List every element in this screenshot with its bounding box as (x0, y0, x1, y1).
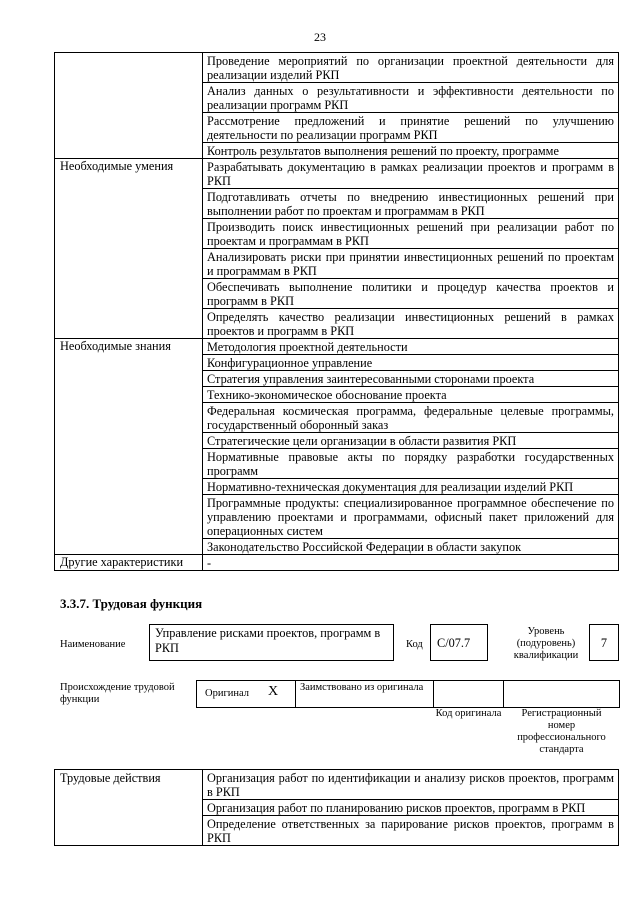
reg-number-box (503, 680, 620, 708)
table-row (55, 770, 619, 800)
row-item: - (203, 555, 619, 571)
row-item: Технико-экономическое обоснование проекта (203, 387, 619, 403)
code-value: C/07.7 (437, 636, 471, 650)
name-value-box (149, 624, 394, 661)
original-mark: X (268, 684, 279, 699)
code-value-box (430, 624, 488, 661)
row-item: Нормативно-техническая документация для реализации изделий РКП (203, 479, 619, 495)
row-item: Федеральная космическая программа, федеральные целевые программы, государственный оборонный заказ (203, 403, 619, 433)
row-label: Необходимые умения (55, 159, 203, 339)
borrowed-box (295, 680, 434, 708)
row-item: Проведение мероприятий по организации проектной деятельности для реализации изделий РКП (203, 53, 619, 83)
table-row (55, 53, 619, 83)
row-item: Стратегия управления заинтересованными сторонами проекта (203, 371, 619, 387)
row-label: Трудовые действия (55, 770, 203, 846)
level-label: Уровень (подуровень) квалификации (513, 626, 579, 661)
row-label: Другие характеристики (55, 555, 203, 571)
row-item: Разрабатывать документацию в рамках реализации проектов и программ в РКП (203, 159, 619, 189)
code-original-label: Код оригинала (435, 708, 502, 719)
labour-actions-table (54, 769, 619, 846)
row-item: Организация работ по планированию рисков проектов, программ в РКП (203, 800, 619, 816)
name-label: Наименование (60, 639, 126, 650)
row-label: Необходимые знания (55, 339, 203, 555)
table-row (55, 339, 619, 355)
original-label: Оригинал (205, 688, 249, 699)
name-value: Управление рисками проектов, программ в РКП (155, 626, 381, 655)
row-item: Законодательство Российской Федерации в области закупок (203, 539, 619, 555)
code-label: Код (406, 639, 423, 650)
reg-number-label: Регистрационный номер профессионального стандарта (517, 708, 606, 755)
row-item: Производить поиск инвестиционных решений при реализации работ по проектам и программам в РКП (203, 219, 619, 249)
table-row (55, 159, 619, 189)
row-item: Подготавливать отчеты по внедрению инвестиционных решений при выполнении работ по проектам и программам в РКП (203, 189, 619, 219)
level-value: 7 (600, 636, 608, 650)
row-item: Конфигурационное управление (203, 355, 619, 371)
origin-label: Происхождение трудовой функции (60, 682, 175, 705)
page-number: 23 (314, 30, 326, 44)
row-label (55, 53, 203, 159)
borrowed-label: Заимствовано из оригинала (300, 682, 424, 693)
row-item: Анализ данных о результативности и эффективности деятельности по реализации программ РКП (203, 83, 619, 113)
row-item: Программные продукты: специализированное программное обеспечение по управлению проектами и программами, офисный пакет приложений для операционных систем (203, 495, 619, 539)
code-original-box (433, 680, 504, 708)
row-item: Методология проектной деятельности (203, 339, 619, 355)
row-item: Контроль результатов выполнения решений по проекту, программе (203, 143, 619, 159)
row-item: Обеспечивать выполнение политики и процедур качества проектов и программ в РКП (203, 279, 619, 309)
row-item: Рассмотрение предложений и принятие решений по улучшению деятельности по реализации программ РКП (203, 113, 619, 143)
level-value-box (589, 624, 619, 661)
row-item: Стратегические цели организации в области развития РКП (203, 433, 619, 449)
skills-knowledge-table (54, 52, 619, 571)
row-item: Организация работ по идентификации и анализу рисков проектов, программ в РКП (203, 770, 619, 800)
row-item: Анализировать риски при принятии инвестиционных решений по проектам и программам в РКП (203, 249, 619, 279)
table-row (55, 555, 619, 571)
section-heading: 3.3.7. Трудовая функция (60, 596, 203, 611)
original-box (196, 680, 296, 708)
row-item: Нормативные правовые акты по порядку разработки государственных программ (203, 449, 619, 479)
row-item: Определение ответственных за парирование рисков проектов, программ в РКП (203, 816, 619, 846)
row-item: Определять качество реализации инвестиционных решений в рамках проектов и программ в РКП (203, 309, 619, 339)
